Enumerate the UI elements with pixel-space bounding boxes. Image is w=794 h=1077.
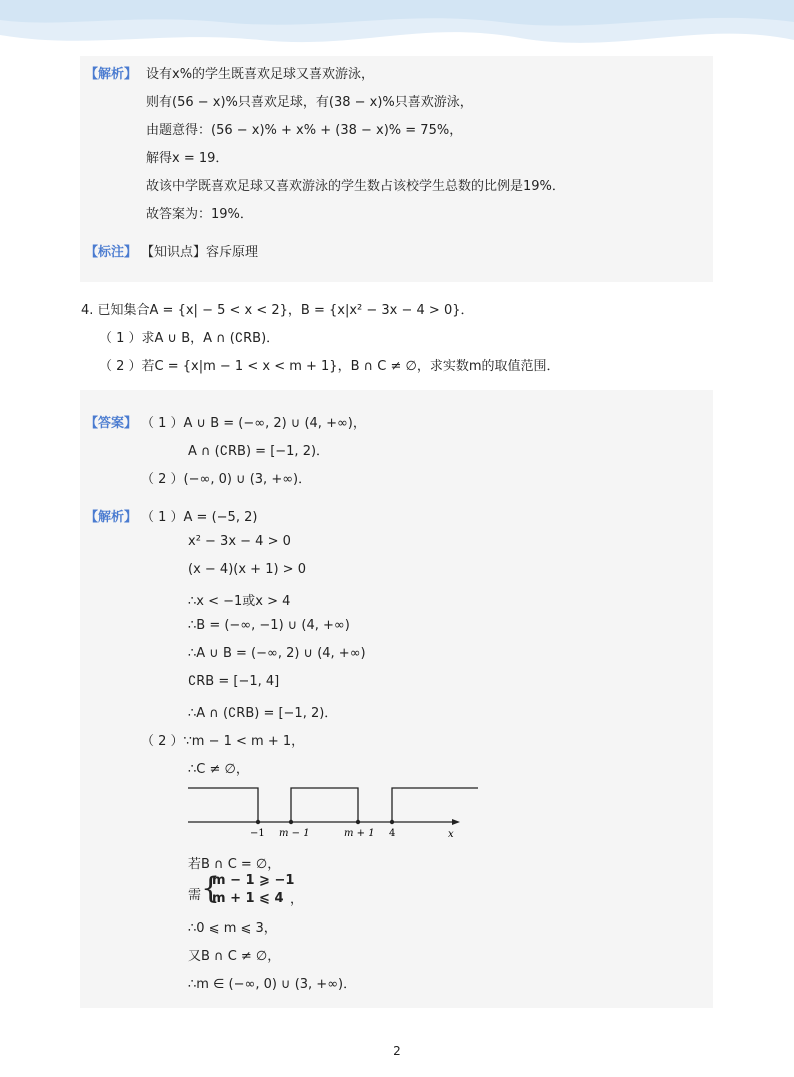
inequality-2: m + 1 ⩽ 4 bbox=[212, 891, 284, 906]
solution-line: ∴B = (−∞, −1) ∪ (4, +∞) bbox=[188, 618, 350, 633]
analysis-tag: 【解析】 bbox=[85, 510, 138, 525]
answer-line: A ∩ (∁RB) = [−1, 2)． bbox=[188, 444, 330, 459]
solution-line: (x − 4)(x + 1) > 0 bbox=[188, 562, 306, 577]
analysis-line: 则有(56 − x)%只喜欢足球，有(38 − x)%只喜欢游泳， bbox=[146, 95, 473, 110]
solution-line: ∴A ∩ (∁RB) = [−1, 2)． bbox=[188, 706, 338, 721]
question-part-2: （ 2 ）若C = {x|m − 1 < x < m + 1}，B ∩ C ≠ ∅，求实数m的取值范围． bbox=[99, 359, 560, 374]
answer-line: （ 1 ）A ∪ B = (−∞, 2) ∪ (4, +∞)， bbox=[141, 416, 366, 431]
question-part-1: （ 1 ）求A ∪ B，A ∩ (∁RB)． bbox=[99, 331, 280, 346]
analysis-tag: 【解析】 bbox=[85, 67, 138, 82]
analysis-line: 解得x = 19． bbox=[146, 151, 229, 166]
answer-line: （ 2 ）(−∞, 0) ∪ (3, +∞)． bbox=[141, 472, 312, 487]
solution-line: x² − 3x − 4 > 0 bbox=[188, 534, 291, 549]
analysis-line: 由题意得：(56 − x)% + x% + (38 − x)% = 75%， bbox=[146, 123, 463, 138]
solution-line: ∴x < −1或x > 4 bbox=[188, 594, 291, 609]
solution-line: ∁RB = [−1, 4] bbox=[188, 674, 280, 689]
header-wave-decoration bbox=[0, 0, 794, 60]
point-4 bbox=[390, 820, 394, 824]
point-m-minus-1 bbox=[289, 820, 293, 824]
label-4: 4 bbox=[389, 828, 396, 839]
answer-tag: 【答案】 bbox=[85, 416, 138, 431]
label-x: x bbox=[448, 829, 454, 840]
analysis-line: 故该中学既喜欢足球又喜欢游泳的学生数占该校学生总数的比例是19%． bbox=[146, 179, 565, 194]
page-number: 2 bbox=[393, 1044, 401, 1058]
solution-line: ∴C ≠ ∅， bbox=[188, 762, 249, 777]
analysis-line: 设有x%的学生既喜欢足球又喜欢游泳， bbox=[146, 67, 375, 82]
solution-line: ∴m ∈ (−∞, 0) ∪ (3, +∞)． bbox=[188, 977, 357, 992]
analysis-line: 故答案为：19%． bbox=[146, 207, 253, 222]
solution-line: ∴A ∪ B = (−∞, 2) ∪ (4, +∞) bbox=[188, 646, 366, 661]
question-stem: 4. 已知集合A = {x| − 5 < x < 2}，B = {x|x² − 3x − 4 > 0}． bbox=[81, 303, 474, 318]
set-c-region bbox=[291, 788, 358, 822]
axis-arrow bbox=[452, 819, 460, 825]
note-tag: 【标注】 bbox=[85, 245, 138, 260]
system-comma: ， bbox=[290, 892, 304, 907]
number-line-figure bbox=[180, 780, 490, 842]
point-m-plus-1 bbox=[356, 820, 360, 824]
point-neg1 bbox=[256, 820, 260, 824]
solution-line: 又B ∩ C ≠ ∅， bbox=[188, 949, 281, 964]
label-m-plus-1: m + 1 bbox=[344, 828, 375, 839]
need-label: 需 bbox=[188, 888, 202, 903]
system-brace: { bbox=[201, 871, 221, 906]
inequality-1: m − 1 ⩾ −1 bbox=[212, 873, 295, 888]
solution-line: （ 1 ）A = (−5, 2) bbox=[141, 510, 258, 525]
set-b-left-region bbox=[188, 788, 258, 822]
knowledge-point: 【知识点】容斥原理 bbox=[141, 245, 259, 260]
solution-line: （ 2 ）∵m − 1 < m + 1， bbox=[141, 734, 305, 749]
label-neg1: −1 bbox=[250, 828, 265, 839]
label-m-minus-1: m − 1 bbox=[279, 828, 310, 839]
set-b-right-region bbox=[392, 788, 478, 822]
solution-line: ∴0 ⩽ m ⩽ 3， bbox=[188, 921, 277, 936]
solution-line: 若B ∩ C = ∅， bbox=[188, 857, 281, 872]
